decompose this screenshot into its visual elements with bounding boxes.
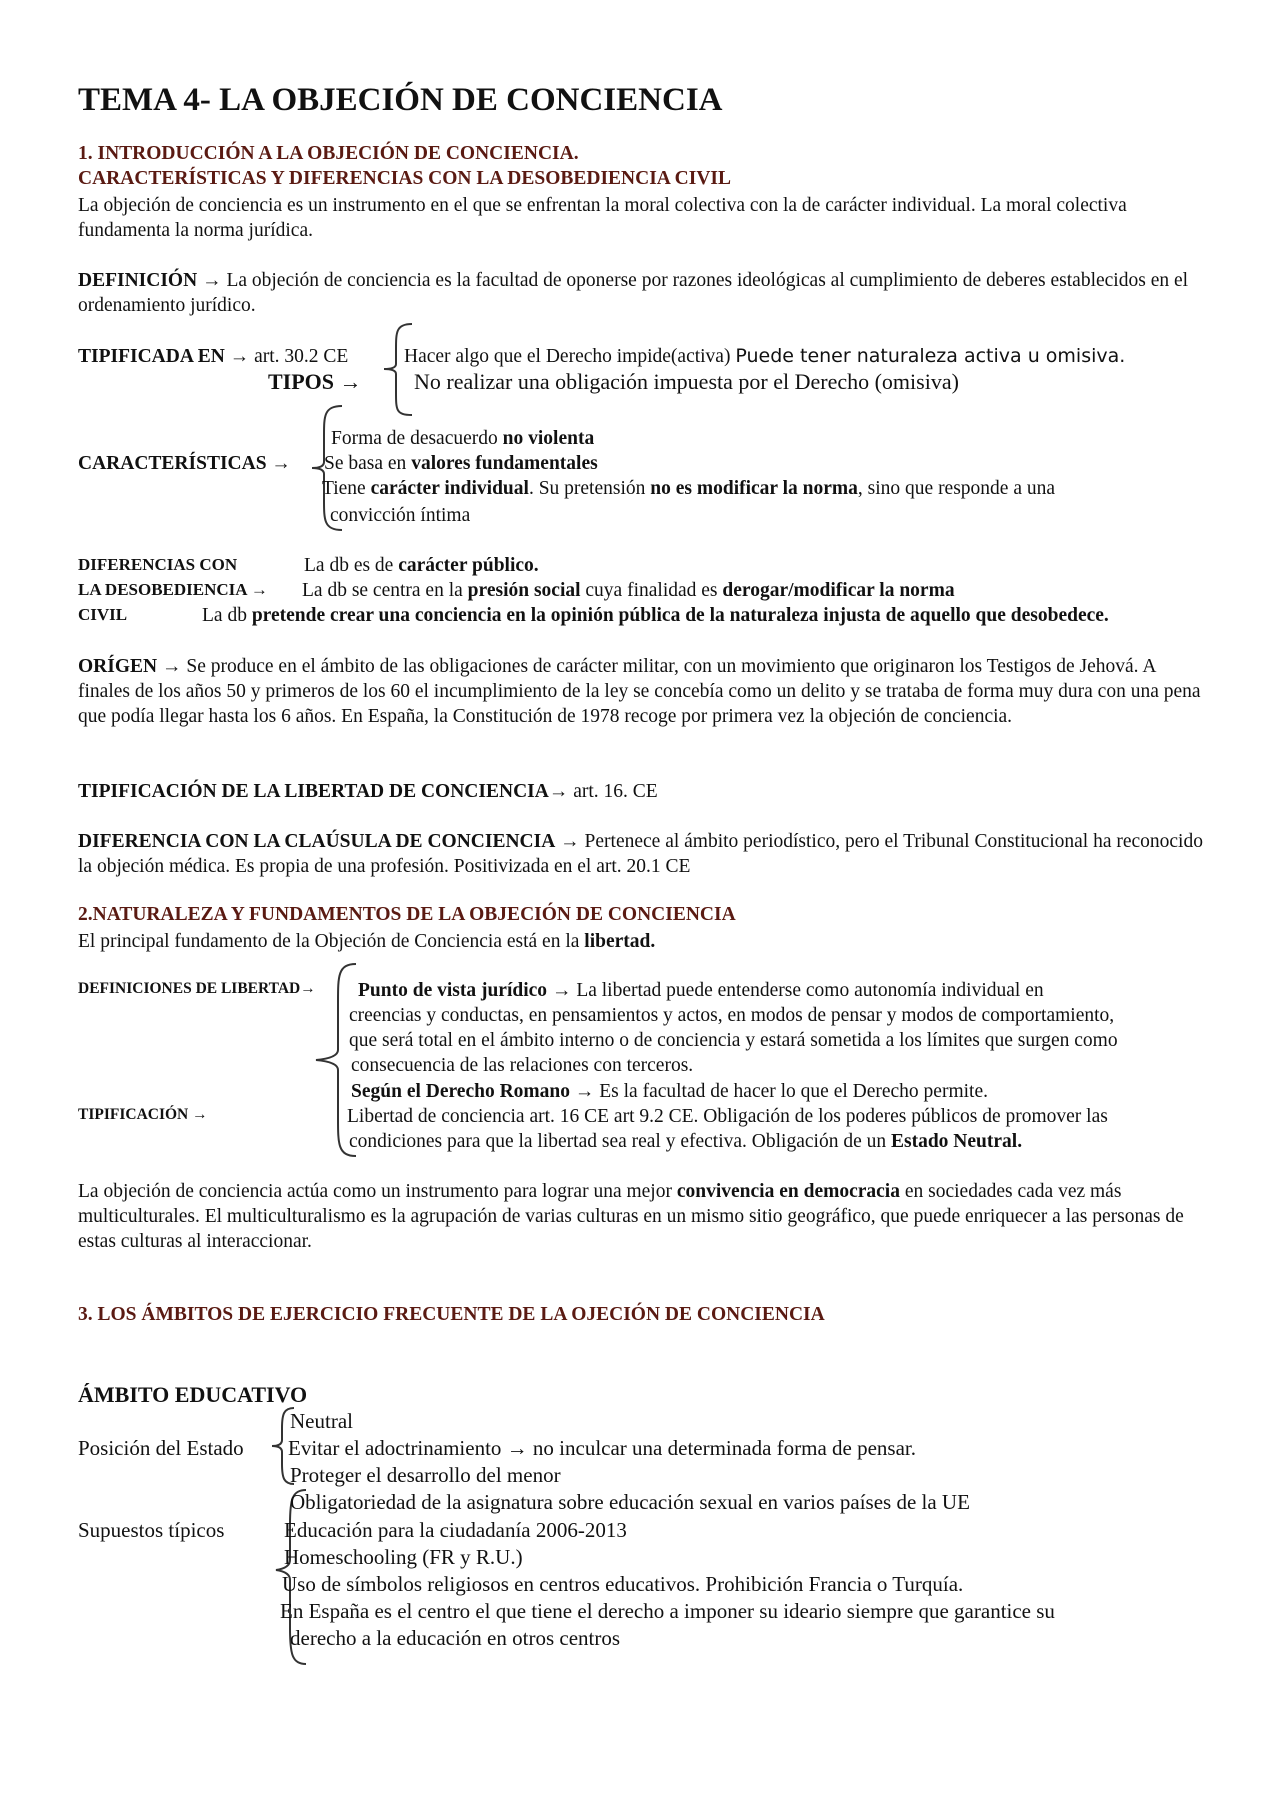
caracteristica-3-cont: convicción íntima (330, 505, 471, 526)
section-2-heading: 2.NATURALEZA Y FUNDAMENTOS DE LA OBJECIÓN DE CONCIENCIA (78, 904, 736, 925)
section-2-intro (78, 929, 655, 954)
caracteristicas-label-line (78, 451, 291, 476)
caracteristica-3-text-3: , sino que responde a una (857, 478, 1056, 499)
arrow-icon: → (202, 270, 222, 291)
caracteristicas-label: CARACTERÍSTICAS (78, 453, 267, 474)
arrow-icon: → (229, 346, 250, 367)
definition-paragraph (78, 268, 1208, 318)
diferencias-label-2-text: LA DESOBEDIENCIA (78, 580, 247, 599)
diferencia-2 (302, 578, 955, 603)
ambito-educativo-heading: ÁMBITO EDUCATIVO (78, 1382, 308, 1407)
diferencias-label-2 (78, 580, 268, 600)
diferencia-3-bold: pretende crear una conciencia en la opinión pública de la naturaleza injusta de aquello que desobedece. (251, 605, 1109, 626)
origen-label: ORÍGEN (78, 656, 158, 677)
pvj-line-4: consecuencia de las relaciones con terceros. (351, 1055, 694, 1076)
arrow-icon: → (271, 453, 291, 474)
derecho-romano-label: Según el Derecho Romano (351, 1081, 571, 1102)
tipificacion-line-2-bold: Estado Neutral. (890, 1131, 1023, 1152)
diferencia-1 (304, 553, 539, 578)
tipos-line (268, 369, 362, 394)
derecho-romano (351, 1079, 988, 1104)
supuesto-5-cont: derecho a la educación en otros centros (290, 1626, 621, 1650)
caracteristica-1-text: Forma de desacuerdo (331, 428, 498, 449)
clausula-paragraph (78, 829, 1208, 879)
arrow-icon: → (161, 656, 182, 677)
posicion-adoctrinamiento-text: Evitar el adoctrinamiento (288, 1436, 502, 1460)
supuesto-2: Educación para la ciudadanía 2006-2013 (284, 1518, 627, 1542)
diferencias-label-1: DIFERENCIAS CON (78, 555, 238, 574)
arrow-icon: → (339, 369, 362, 394)
diferencia-2-text-2: cuya finalidad es (585, 580, 718, 601)
section-3-heading: 3. LOS ÁMBITOS DE EJERCICIO FRECUENTE DE LA OJECIÓN DE CONCIENCIA (78, 1304, 825, 1325)
caracteristica-1-bold: no violenta (502, 428, 595, 449)
convivencia-text: La objeción de conciencia actúa como un instrumento para lograr una mejor (78, 1181, 672, 1202)
diferencia-1-text: La db es de (304, 555, 394, 576)
definiciones-libertad-label (78, 980, 316, 998)
caracteristica-3-text-2: . Su pretensión (528, 478, 646, 499)
caracteristica-3-bold: carácter individual (370, 478, 529, 499)
tipificacion-line-2-text: condiciones para que la libertad sea real y efectiva. Obligación de un (349, 1131, 887, 1152)
tipo-omisiva: No realizar una obligación impuesta por el Derecho (omisiva) (414, 369, 959, 394)
arrow-icon: → (548, 781, 569, 802)
clausula-text: Pertenece al ámbito periodístico, pero el Tribunal Constitucional ha reconocido la objeción médica. Es propia de una profesión. Positivizada en el art. 20.1 CE (78, 831, 1203, 877)
section-2-intro-text: El principal fundamento de la Objeción de Conciencia está en la (78, 931, 580, 952)
tipificacion-label (78, 1106, 208, 1124)
diferencia-2-bold: presión social (467, 580, 581, 601)
convivencia-paragraph (78, 1179, 1208, 1254)
arrow-icon: → (551, 980, 572, 1001)
tipo-activa-text: Hacer algo que el Derecho impide(activa) (404, 346, 731, 367)
supuesto-3: Homeschooling (FR y R.U.) (284, 1545, 523, 1569)
convivencia-text-2: en sociedades cada vez más multiculturales. El multiculturalismo es la agrupación de varias culturas en un mismo sitio geográfico, que puede enriquecer a las personas de estas culturas al interaccionar. (78, 1181, 1184, 1252)
arrow-icon: → (560, 831, 580, 852)
caracteristica-3-bold-2: no es modificar la norma (650, 478, 858, 499)
section-1-heading: 1. INTRODUCCIÓN A LA OBJECIÓN DE CONCIENCIA. (78, 143, 579, 164)
tipificacion-libertad-value: art. 16. CE (573, 781, 658, 802)
arrow-icon: → (250, 580, 268, 599)
caracteristica-2-text: Se basa en (324, 453, 407, 474)
supuestos-label: Supuestos típicos (78, 1518, 225, 1542)
punto-vista-juridico-label: Punto de vista jurídico (358, 980, 548, 1001)
origen-text: Se produce en el ámbito de las obligaciones de carácter militar, con un movimiento que originaron los Testigos de Jehová. A finales de los años 50 y primeros de los 60 el incumplimiento de la ley se concebía como un delito y se trataba de forma muy dura con una pena que podía llegar hasta los 6 años. En España, la Constitución de 1978 recoge por primera vez la objeción de conciencia. (78, 656, 1201, 727)
diferencia-1-bold: carácter público. (398, 555, 539, 576)
posicion-estado-label: Posición del Estado (78, 1436, 244, 1460)
pvj-line-3: que será total en el ámbito interno o de conciencia y estará sometida a los límites que surgen como (349, 1030, 1118, 1051)
pvj-line-2: creencias y conductas, en pensamientos y actos, en modos de pensar y modos de comportamiento, (349, 1005, 1115, 1026)
tipificacion-libertad-line (78, 779, 658, 804)
diferencia-2-text: La db se centra en la (302, 580, 463, 601)
tipo-activa (404, 344, 1125, 369)
tipificacion-line-1: Libertad de conciencia art. 16 CE art 9.2 CE. Obligación de los poderes públicos de promover las (347, 1106, 1108, 1127)
tipificada-label: TIPIFICADA EN (78, 346, 225, 367)
section-2-intro-bold: libertad. (584, 931, 656, 952)
caracteristica-3 (322, 476, 1055, 501)
clausula-label: DIFERENCIA CON LA CLAÚSULA DE CONCIENCIA (78, 831, 556, 852)
diferencia-2-bold-2: derogar/modificar la norma (722, 580, 955, 601)
section-1-subheading: CARACTERÍSTICAS Y DIFERENCIAS CON LA DESOBEDIENCIA CIVIL (78, 168, 732, 189)
arrow-icon: → (574, 1081, 595, 1102)
supuesto-5: En España es el centro el que tiene el derecho a imponer su ideario siempre que garantice su (280, 1599, 1055, 1623)
tipificacion-text: TIPIFICACIÓN (78, 1106, 189, 1123)
tipificacion-libertad-label: TIPIFICACIÓN DE LA LIBERTAD DE CONCIENCIA (78, 781, 549, 802)
diferencia-3-text: La db (202, 605, 247, 626)
punto-vista-juridico (358, 978, 1044, 1003)
caracteristica-1 (331, 426, 594, 451)
page-title: TEMA 4- LA OBJECIÓN DE CONCIENCIA (78, 82, 723, 118)
definition-label: DEFINICIÓN (78, 270, 198, 291)
tipificada-value: art. 30.2 CE (254, 346, 349, 367)
arrow-icon: → (300, 980, 316, 997)
tipificacion-line-2 (349, 1129, 1022, 1154)
posicion-neutral: Neutral (290, 1409, 353, 1433)
brace-icon (374, 322, 414, 417)
tipo-note: Puede tener naturaleza activa u omisiva. (735, 345, 1126, 367)
convivencia-bold: convivencia en democracia (676, 1181, 900, 1202)
arrow-icon: → (192, 1106, 208, 1123)
diferencia-3 (202, 603, 1109, 628)
punto-vista-juridico-text: La libertad puede entenderse como autonomía individual en (576, 980, 1044, 1001)
caracteristica-2 (324, 451, 598, 476)
caracteristica-3-text: Tiene (322, 478, 366, 499)
origen-paragraph (78, 654, 1208, 729)
posicion-adoctrinamiento (288, 1435, 916, 1461)
diferencias-label-3: CIVIL (78, 605, 128, 624)
arrow-icon: → (506, 1436, 528, 1460)
tipos-label: TIPOS (268, 369, 335, 394)
definition-text: La objeción de conciencia es la facultad de oponerse por razones ideológicas al cumplimiento de deberes establecidos en el ordenamiento jurídico. (78, 270, 1189, 316)
posicion-menor: Proteger el desarrollo del menor (290, 1463, 561, 1487)
posicion-adoctrinamiento-text-2: no inculcar una determinada forma de pensar. (532, 1436, 917, 1460)
supuesto-4: Uso de símbolos religiosos en centros educativos. Prohibición Francia o Turquía. (282, 1572, 964, 1596)
tipificada-line (78, 344, 348, 369)
derecho-romano-text: Es la facultad de hacer lo que el Derecho permite. (599, 1081, 988, 1102)
supuesto-1: Obligatoriedad de la asignatura sobre educación sexual en varios países de la UE (290, 1490, 970, 1514)
intro-paragraph: La objeción de conciencia es un instrumento en el que se enfrentan la moral colectiva con la de carácter individual. La moral colectiva fundamenta la norma jurídica. (78, 195, 1127, 241)
definiciones-libertad-text: DEFINICIONES DE LIBERTAD (78, 980, 301, 997)
caracteristica-2-bold: valores fundamentales (411, 453, 598, 474)
